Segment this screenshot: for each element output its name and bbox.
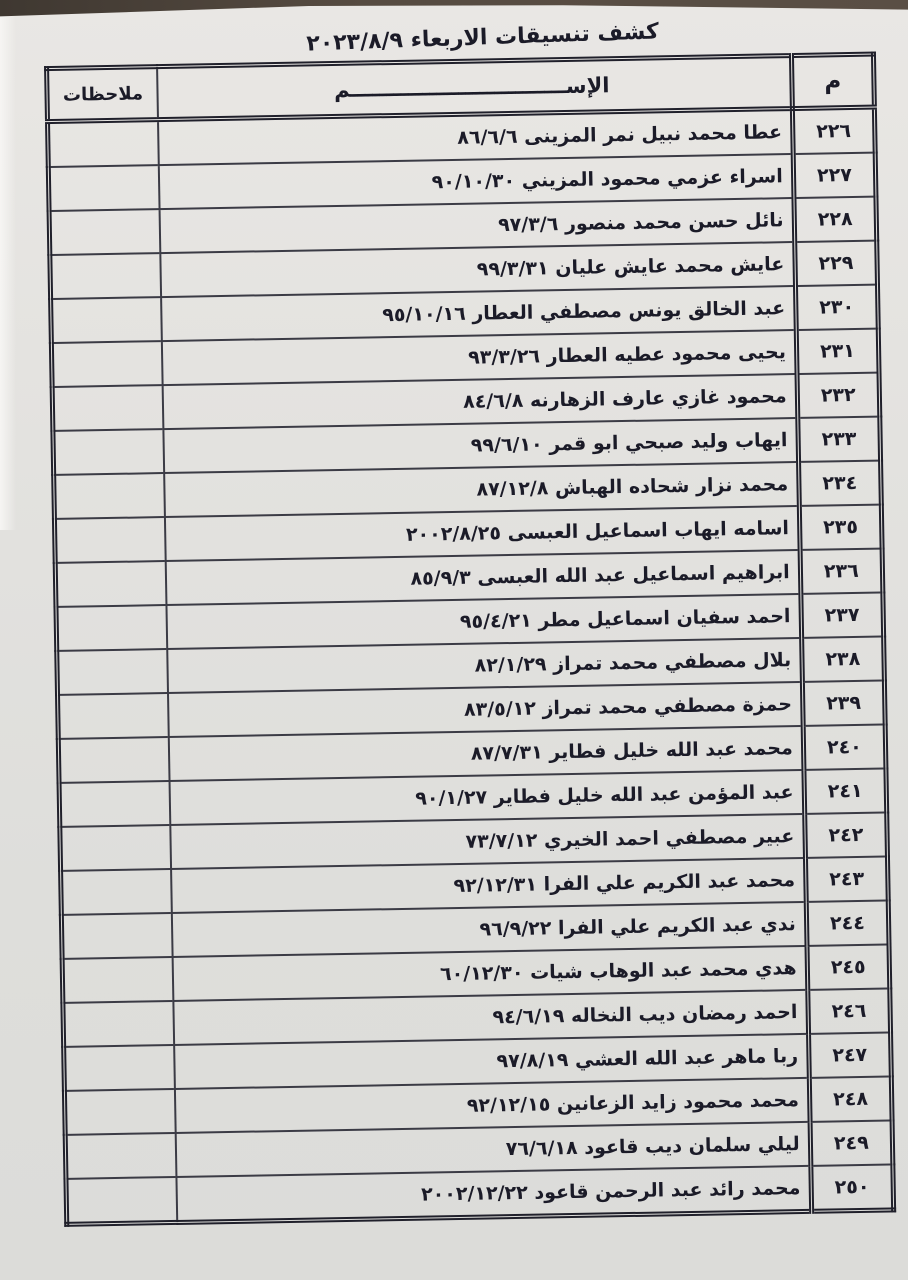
row-number-cell: ٢٣١ [796, 329, 879, 374]
row-name-cell: نائل حسن محمد منصور ٩٧/٣/٦ [159, 198, 794, 253]
row-number-cell: ٢٢٦ [792, 107, 875, 154]
row-name-cell: محمد رائد عبد الرحمن قاعود ٢٠٠٢/١٢/٢٢ [176, 1166, 811, 1223]
row-number-cell: ٢٤٦ [807, 988, 890, 1033]
row-number-cell: ٢٤٤ [806, 900, 889, 945]
row-name-cell: هدي محمد عبد الوهاب شيات ٦٠/١٢/٣٠ [173, 946, 808, 1001]
row-notes-cell [54, 517, 165, 563]
row-name-cell: عطا محمد نبيل نمر المزينى ٨٦/٦/٦ [158, 109, 793, 166]
row-number-cell: ٢٤٣ [805, 856, 888, 901]
row-notes-cell [61, 869, 172, 915]
row-notes-cell [55, 561, 166, 607]
header-number: م [791, 54, 874, 108]
row-number-cell: ٢٣٤ [798, 461, 881, 506]
row-number-cell: ٢٣٣ [797, 417, 880, 462]
row-name-cell: محمد نزار شحاده الهباش ٨٧/١٢/٨ [164, 462, 799, 517]
row-name-cell: ابراهيم اسماعيل عبد الله العبسى ٨٥/٩/٣ [166, 550, 801, 605]
row-name-cell: اسامه ايهاب اسماعيل العبسى ٢٠٠٢/٨/٢٥ [165, 506, 800, 561]
row-number-cell: ٢٣٦ [800, 549, 883, 594]
row-notes-cell [63, 1001, 174, 1047]
row-notes-cell [59, 781, 170, 827]
row-number-cell: ٢٤٢ [804, 812, 887, 857]
row-name-cell: ليلي سلمان ديب قاعود ٧٦/٦/١٨ [176, 1122, 811, 1177]
row-notes-cell [51, 297, 162, 343]
row-number-cell: ٢٣٥ [799, 505, 882, 550]
row-number-cell: ٢٢٧ [793, 153, 876, 198]
document-content [0, 8, 908, 1228]
row-name-cell: محمد محمود زايد الزعانين ٩٢/١٢/١٥ [175, 1078, 810, 1133]
row-name-cell: يحيى محمود عطيه العطار ٩٣/٣/٢٦ [162, 330, 797, 385]
row-number-cell: ٢٢٨ [794, 197, 877, 242]
row-number-cell: ٢٤١ [804, 768, 887, 813]
row-number-cell: ٢٣٩ [802, 681, 885, 726]
table-body [48, 107, 894, 1224]
row-name-cell: محمد عبد الله خليل فطاير ٨٧/٧/٣١ [169, 726, 804, 781]
row-name-cell: محمود غازي عارف الزهارنه ٨٤/٦/٨ [163, 374, 798, 429]
row-notes-cell [64, 1045, 175, 1091]
row-notes-cell [64, 1089, 175, 1135]
row-number-cell: ٢٣٠ [795, 285, 878, 330]
row-notes-cell [50, 253, 161, 299]
row-notes-cell [58, 693, 169, 739]
row-name-cell: حمزة مصطفي محمد تمراز ٨٣/٥/١٢ [168, 682, 803, 737]
row-name-cell: عبير مصطفي احمد الخيري ٧٣/٧/١٢ [170, 814, 805, 869]
row-name-cell: اسراء عزمي محمود المزيني ٩٠/١٠/٣٠ [159, 154, 794, 209]
row-notes-cell [65, 1133, 176, 1179]
row-notes-cell [52, 385, 163, 431]
row-number-cell: ٢٤٨ [809, 1076, 892, 1121]
row-number-cell: ٢٤٥ [807, 944, 890, 989]
row-name-cell: عبد المؤمن عبد الله خليل فطاير ٩٠/١/٢٧ [169, 770, 804, 825]
row-number-cell: ٢٢٩ [794, 241, 877, 286]
header-name: الإســــــــــــــــــــــــــــــم [157, 56, 792, 120]
row-name-cell: احمد رمضان ديب النخاله ٩٤/٦/١٩ [173, 990, 808, 1045]
row-name-cell: عبد الخالق يونس مصطفي العطار ٩٥/١٠/١٦ [161, 286, 796, 341]
row-notes-cell [48, 165, 159, 211]
roster-table [44, 52, 896, 1227]
row-notes-cell [66, 1177, 177, 1224]
row-notes-cell [61, 913, 172, 959]
row-number-cell: ٢٣٢ [797, 373, 880, 418]
row-number-cell: ٢٣٧ [801, 593, 884, 638]
row-number-cell: ٢٤٧ [808, 1032, 891, 1077]
row-notes-cell [49, 209, 160, 255]
row-name-cell: ايهاب وليد صبحي ابو قمر ٩٩/٦/١٠ [163, 418, 798, 473]
header-notes: ملاحظات [47, 67, 158, 122]
row-notes-cell [62, 957, 173, 1003]
document-title: كشف تنسيقات الاربعاء ٢٠٢٣/٨/٩ [305, 19, 660, 57]
row-notes-cell [54, 473, 165, 519]
row-name-cell: احمد سفيان اسماعيل مطر ٩٥/٤/٢١ [166, 594, 801, 649]
row-name-cell: ندي عبد الكريم علي الفرا ٩٦/٩/٢٢ [172, 902, 807, 957]
row-notes-cell [48, 120, 159, 167]
row-name-cell: بلال مصطفي محمد تمراز ٨٢/١/٢٩ [167, 638, 802, 693]
row-name-cell: محمد عبد الكريم علي الفرا ٩٢/١٢/٣١ [171, 858, 806, 913]
row-number-cell: ٢٣٨ [801, 637, 884, 682]
row-notes-cell [53, 429, 164, 475]
row-notes-cell [57, 649, 168, 695]
row-name-cell: ربا ماهر عبد الله العشي ٩٧/٨/١٩ [174, 1034, 809, 1089]
row-notes-cell [58, 737, 169, 783]
row-notes-cell [56, 605, 167, 651]
row-number-cell: ٢٤٩ [810, 1120, 893, 1165]
row-notes-cell [60, 825, 171, 871]
row-notes-cell [51, 341, 162, 387]
row-number-cell: ٢٤٠ [803, 724, 886, 769]
row-name-cell: عايش محمد عايش عليان ٩٩/٣/٣١ [160, 242, 795, 297]
row-number-cell: ٢٥٠ [811, 1164, 894, 1211]
